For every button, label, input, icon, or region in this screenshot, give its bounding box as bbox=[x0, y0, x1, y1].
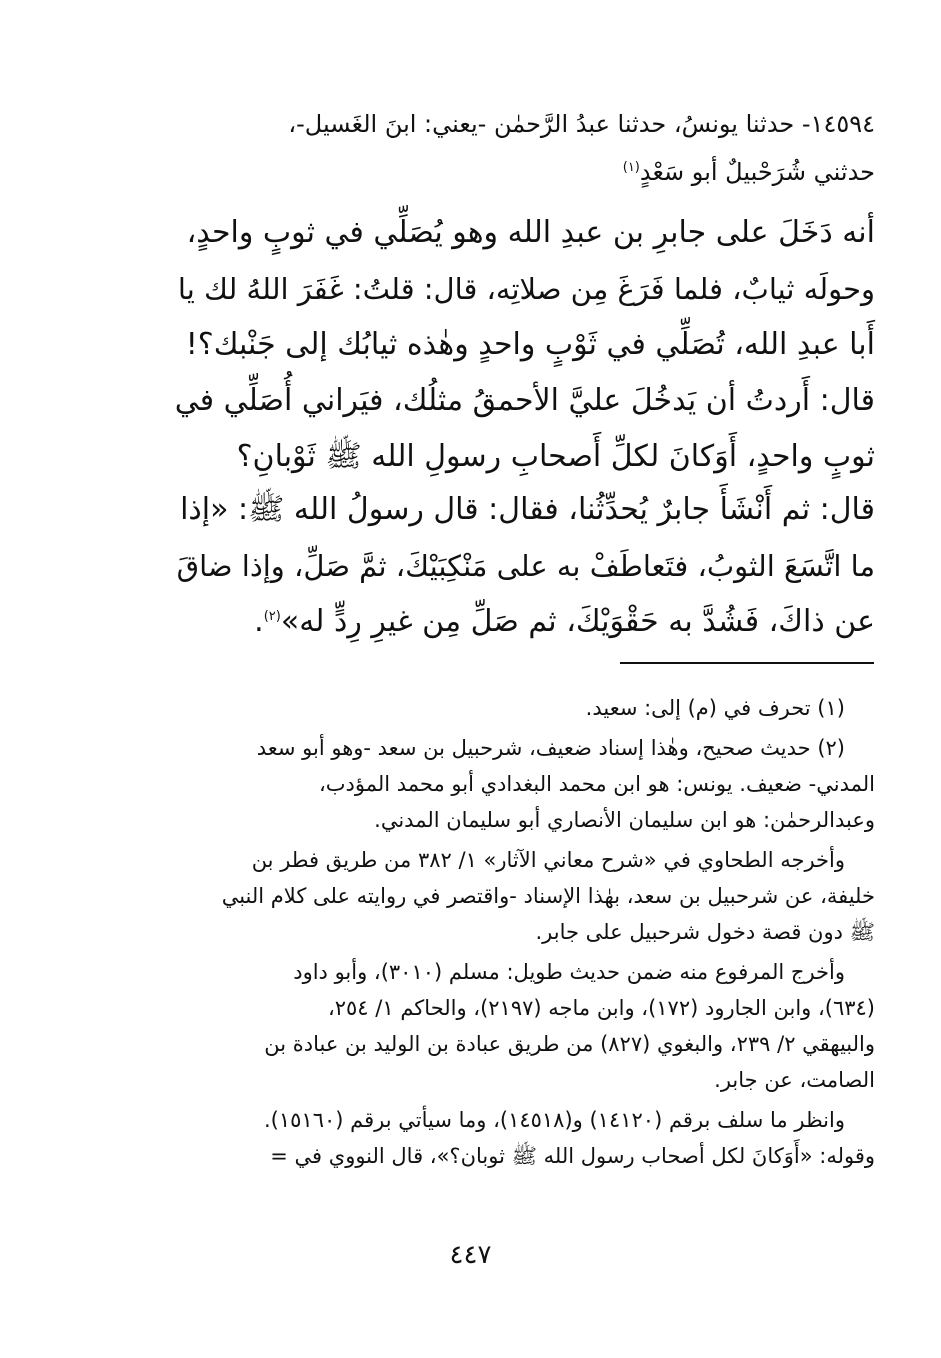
matn-line: قال: أَردتُ أن يَدخُلَ عليَّ الأحمقُ مثلُك، فيَراني أُصَلِّي في bbox=[174, 383, 875, 418]
footnote-line: خليفة، عن شرحبيل بن سعد، بهٰذا الإسناد -واقتصر في روايته على كلام النبي bbox=[221, 884, 875, 908]
footnote-paragraph bbox=[170, 690, 875, 726]
matn-line: وحولَه ثيابٌ، فلما فَرَغَ مِن صلاتِه، قال: قلتُ: غَفَرَ اللهُ لك يا bbox=[177, 272, 875, 306]
matn-line-text: عن ذاكَ، فَشُدَّ به حَقْوَيْكَ، ثم صَلِّ مِن غيرِ رِدٍّ له» bbox=[280, 604, 875, 639]
isnad-line-text: حدثني شُرَحْبيلٌ أبو سَعْدٍ bbox=[639, 158, 875, 186]
footnotes bbox=[170, 690, 875, 1178]
footnote-paragraph bbox=[170, 730, 875, 838]
matn-line bbox=[170, 594, 875, 650]
footnote-marker: (١) bbox=[622, 160, 640, 175]
hadith-matn-paragraph bbox=[170, 205, 875, 485]
matn-line: ثوبٍ واحدٍ، أَوَكانَ لكلِّ أَصحابِ رسولِ الله ﷺ ثَوْبانِ؟ bbox=[236, 439, 875, 474]
footnote-line: الصامت، عن جابر. bbox=[714, 1068, 875, 1092]
footnote-line: (١) تحرف في (م) إلى: سعيد. bbox=[585, 696, 845, 720]
matn-end-punctuation: . bbox=[254, 604, 264, 639]
footnote-divider bbox=[620, 662, 874, 664]
footnote-line: ﷺ دون قصة دخول شرحبيل على جابر. bbox=[535, 920, 875, 944]
footnote-line: وأخرج المرفوع منه ضمن حديث طويل: مسلم (٣٠١٠)، وأبو داود bbox=[293, 960, 845, 984]
footnote-line: والبيهقي ٢/ ٢٣٩، والبغوي (٨٢٧) من طريق عبادة بن الوليد بن عبادة بن bbox=[264, 1032, 875, 1056]
footnote-line: وعبدالرحمٰن: هو ابن سليمان الأنصاري أبو سليمان المدني. bbox=[374, 808, 875, 832]
isnad-line: ١٤٥٩٤- حدثنا يونسُ، حدثنا عبدُ الرَّحمٰن -يعني: ابنَ الغَسيل-، bbox=[288, 110, 875, 138]
footnote-line: وقوله: «أَوَكانَ لكل أصحاب رسول الله ﷺ ثوبان؟»، قال النووي في = bbox=[270, 1144, 875, 1168]
hadith-isnad bbox=[170, 100, 875, 196]
matn-line: ما اتَّسَعَ الثوبُ، فتَعاطَفْ به على مَنْكِبَيْكَ، ثمَّ صَلِّ، وإذا ضاقَ bbox=[176, 549, 875, 583]
hadith-matn-paragraph bbox=[170, 482, 875, 650]
footnote-line: (٦٣٤)، وابن الجارود (١٧٢)، وابن ماجه (٢١٩٧)، والحاكم ١/ ٢٥٤، bbox=[327, 996, 875, 1020]
footnote-paragraph bbox=[170, 842, 875, 950]
footnote-marker: (٢) bbox=[263, 609, 281, 624]
page-number: ٤٤٧ bbox=[449, 1240, 492, 1270]
footnote-paragraph bbox=[170, 1102, 875, 1174]
isnad-line bbox=[170, 148, 875, 196]
footnote-line: المدني- ضعيف. يونس: هو ابن محمد البغدادي أبو محمد المؤدب، bbox=[318, 772, 875, 796]
footnote-line: وانظر ما سلف برقم (١٤١٢٠) و(١٤٥١٨)، وما سيأتي برقم (١٥١٦٠). bbox=[264, 1108, 845, 1132]
matn-line: أنه دَخَلَ على جابرِ بن عبدِ الله وهو يُصَلِّي في ثوبٍ واحدٍ، bbox=[186, 215, 875, 250]
matn-line: أَبا عبدِ الله، تُصَلِّي في ثَوْبٍ واحدٍ وهٰذه ثيابُك إلى جَنْبك؟! bbox=[185, 327, 875, 362]
footnote-paragraph bbox=[170, 954, 875, 1098]
matn-line: قال: ثم أَنْشَأَ جابرٌ يُحدِّثُنا، فقال: قال رسولُ الله ﷺ: «إذا bbox=[180, 492, 875, 527]
footnote-line: (٢) حديث صحيح، وهٰذا إسناد ضعيف، شرحبيل بن سعد -وهو أبو سعد bbox=[256, 736, 845, 760]
footnote-line: وأخرجه الطحاوي في «شرح معاني الآثار» ١/ ٣٨٢ من طريق فطر بن bbox=[251, 848, 845, 872]
